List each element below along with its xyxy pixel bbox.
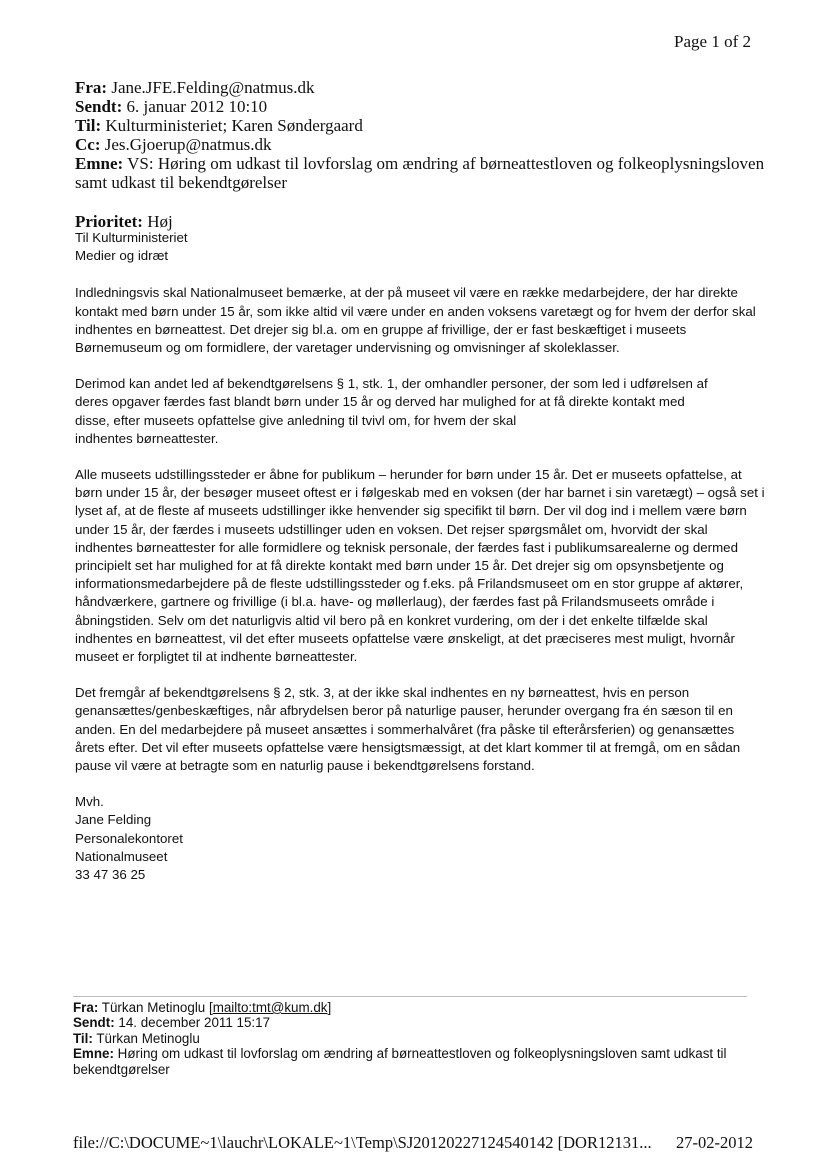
- signature-line: 33 47 36 25: [75, 867, 146, 883]
- signature-line: Personalekontoret: [75, 830, 183, 846]
- fwd-subject: [73, 1046, 763, 1077]
- signature: [75, 793, 765, 884]
- address-line: Til Kulturministeriet: [75, 230, 188, 245]
- from-label: Fra:: [75, 78, 108, 97]
- email-body: [75, 229, 765, 884]
- subject-label: Emne:: [75, 154, 124, 173]
- body-paragraph-2: [75, 375, 765, 448]
- to-value: Kulturministeriet; Karen Søndergaard: [105, 116, 363, 135]
- forwarded-header: [73, 1000, 763, 1077]
- body-paragraph-4: Det fremgår af bekendtgørelsens § 2, stk. 3, at der ikke skal indhentes en ny børneattest, hvis en person genansættes/genbeskæftiges, når afbrydelsen beror på naturlige pauser, herunder overgang fra én sæson til en anden. En del medarbejdere på museet ansættes i sommerhalvåret (fra påske til efterårsferien) og genansættes årets efter. Det vil efter museets opfattelse være hensigtsmæssigt, at det klart kommer til at fremgå, om en sådan pause vil være at betragte som en naturlig pause i bekendtgørelsens forstand.: [75, 685, 741, 774]
- page-number: Page 1 of 2: [674, 32, 751, 51]
- body-paragraph-3: Alle museets udstillingssteder er åbne for publikum – herunder for børn under 15 år. Det er museets opfattelse, at børn under 15 år, der besøger museet oftest er i følgeskab med en voksen (der har barnet i sin varetægt) – også set i lyset af, at de fleste af museets udstillinger ikke henvender sig specifikt til børn. Der vil dog ind i mellem være børn under 15 år, der færdes i museets udstillinger uden en voksen. Det rejser spørgsmålet om, hvorvidt der skal indhentes børneattester for alle formidlere og teknisk personale, der færdes fast i publikumsarealerne og dermed principielt set har mulighed for at få direkte kontakt med børn under 15 år. Det drejer sig om opsynsbetjente og informationsmedarbejdere på de fleste udstillingssteder og f.eks. på Frilandsmuseet om en stor gruppe af aktører, håndværkere, gartnere og frivillige (i bl.a. have- og møllerlaug), der færdes fast på Frilandsmuseets område i åbningstiden. Selv om det naturligvis altid vil bero på en konkret vurdering, om der i det enkelte tilfælde skal indhentes en børneattest, vil det efter museets opfattelse være ønskeligt, at det præciseres mest muligt, hvornår museet er forpligtet til at indhente børneattester.: [75, 467, 765, 665]
- fwd-from-close: ]: [327, 1000, 332, 1015]
- fwd-from: [73, 1000, 763, 1015]
- signature-line: Nationalmuseet: [75, 848, 168, 864]
- fwd-sent-value: 14. december 2011 15:17: [118, 1015, 271, 1031]
- priority-value: Høj: [147, 212, 173, 231]
- header-to: [75, 116, 765, 135]
- paragraph-line: deres opgaver færdes fast blandt børn under 15 år og derved har mulighed for at få direkte kontakt med: [75, 394, 685, 410]
- fwd-to: [73, 1031, 763, 1046]
- subject-value: VS: Høring om udkast til lovforslag om ændring af børneattestloven og folkeoplysningsloven samt udkast til bekendtgørelser: [75, 154, 765, 192]
- fwd-to-value: Türkan Metinoglu: [96, 1030, 200, 1046]
- from-value: Jane.JFE.Felding@natmus.dk: [111, 78, 315, 97]
- cc-label: Cc:: [75, 135, 101, 154]
- signature-line: Jane Felding: [75, 812, 152, 828]
- paragraph-line: indhentes børneattester.: [75, 430, 219, 446]
- fwd-from-value: Türkan Metinoglu [: [101, 1000, 213, 1015]
- fwd-sent-label: Sendt:: [73, 1015, 115, 1031]
- fwd-to-label: Til:: [73, 1030, 93, 1046]
- fwd-sent: [73, 1015, 763, 1030]
- header-subject: [75, 154, 765, 192]
- address-line: Medier og idræt: [75, 248, 169, 264]
- cc-value: Jes.Gjoerup@natmus.dk: [104, 135, 272, 154]
- fwd-from-label: Fra:: [73, 1000, 99, 1015]
- fwd-mailto-link[interactable]: mailto:tmt@kum.dk: [212, 1000, 328, 1015]
- footer-file-path: file://C:\DOCUME~1\lauchr\LOKALE~1\Temp\SJ20120227124540142 [DOR12131...: [73, 1133, 652, 1152]
- to-label: Til:: [75, 116, 102, 135]
- body-paragraph-1: Indledningsvis skal Nationalmuseet bemærke, at der på museet vil være en række medarbejdere, der har direkte kontakt med børn under 15 år, som ikke altid vil være under en anden voksens varetægt og for hvem der derfor skal indhentes en børneattest. Det drejer sig bl.a. om en gruppe af frivillige, der er fast beskæftiget i museets Børnemuseum og om formidlere, der varetager undervisning og omvisninger af skoleklasser.: [75, 285, 756, 356]
- signature-line: Mvh.: [75, 794, 104, 810]
- paragraph-line: Derimod kan andet led af bekendtgørelsens § 1, stk. 1, der omhandler personer, der som led i udførelsen af: [75, 376, 708, 392]
- header-cc: [75, 135, 765, 154]
- header-from: [75, 78, 765, 97]
- sent-value: 6. januar 2012 10:10: [126, 97, 268, 116]
- footer-date: 27-02-2012: [676, 1133, 753, 1152]
- header-sent: [75, 97, 765, 116]
- paragraph-line: disse, efter museets opfattelse give anledning til tvivl om, for hvem der skal: [75, 412, 517, 428]
- fwd-subject-label: Emne:: [73, 1046, 114, 1062]
- recipient-address: [75, 229, 765, 265]
- priority-label: Prioritet:: [75, 212, 143, 231]
- sent-label: Sendt:: [75, 97, 123, 116]
- forward-divider: [73, 996, 747, 997]
- email-header: [75, 78, 765, 192]
- fwd-subject-value: Høring om udkast til lovforslag om ændring af børneattestloven og folkeoplysningsloven samt udkast til bekendtgørelser: [73, 1046, 727, 1077]
